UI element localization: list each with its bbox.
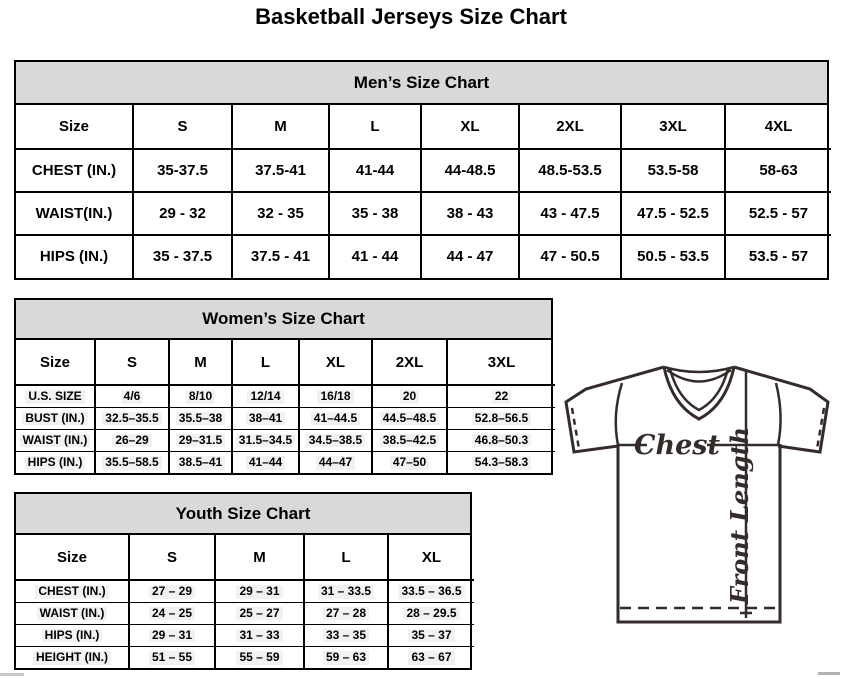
womens-cell bbox=[299, 451, 372, 473]
youth-cell-value: 29 – 31 bbox=[149, 629, 195, 643]
womens-cell-value: 38.5–41 bbox=[176, 456, 225, 470]
womens-cell-value: 35.5–58.5 bbox=[102, 456, 161, 470]
womens-header-cell: Size bbox=[16, 340, 95, 385]
womens-row-label bbox=[16, 451, 95, 473]
mens-cell bbox=[519, 235, 621, 278]
mens-cell-value: 32 - 35 bbox=[257, 204, 304, 222]
womens-cell bbox=[232, 451, 299, 473]
front-length-label: Front Length bbox=[725, 426, 754, 604]
womens-row-label-text: WAIST (IN.) bbox=[20, 434, 91, 448]
chest-label: Chest bbox=[634, 430, 720, 461]
womens-row-label-text: HIPS (IN.) bbox=[25, 456, 86, 470]
mens-cell-value: 47.5 - 52.5 bbox=[637, 204, 709, 222]
mens-cell bbox=[519, 192, 621, 235]
womens-cell bbox=[299, 429, 372, 451]
womens-cell bbox=[95, 429, 169, 451]
womens-cell bbox=[299, 385, 372, 407]
mens-cell bbox=[621, 192, 725, 235]
mens-cell bbox=[421, 235, 519, 278]
youth-cell bbox=[215, 602, 304, 624]
mens-cell-value: 35 - 37.5 bbox=[152, 248, 213, 266]
womens-row bbox=[16, 451, 555, 473]
womens-cell bbox=[372, 385, 447, 407]
womens-cell-value: 22 bbox=[492, 390, 511, 404]
youth-cell-value: 31 – 33 bbox=[236, 629, 282, 643]
womens-row bbox=[16, 429, 555, 451]
mens-cell-value: 44-48.5 bbox=[444, 161, 496, 179]
jersey-measurement-diagram bbox=[556, 357, 840, 627]
youth-cell-value: 63 – 67 bbox=[408, 651, 454, 665]
youth-cell-value: 51 – 55 bbox=[149, 651, 195, 665]
youth-header-cell: XL bbox=[388, 535, 474, 580]
mens-cell-value: 35-37.5 bbox=[157, 161, 208, 179]
womens-cell-value: 4/6 bbox=[121, 390, 144, 404]
womens-cell bbox=[447, 451, 555, 473]
mens-cell-value: 41 - 44 bbox=[351, 248, 399, 266]
womens-cell-value: 52.8–56.5 bbox=[472, 412, 531, 426]
mens-cell bbox=[133, 149, 232, 192]
womens-cell bbox=[95, 385, 169, 407]
mens-row-label-text: HIPS (IN.) bbox=[39, 248, 109, 266]
mens-row-label-text: CHEST (IN.) bbox=[31, 161, 117, 179]
youth-cell bbox=[388, 624, 474, 646]
mens-chart-title: Men’s Size Chart bbox=[16, 62, 827, 105]
womens-cell-value: 26–29 bbox=[112, 434, 151, 448]
youth-row-label-text: HIPS (IN.) bbox=[42, 629, 103, 643]
womens-row bbox=[16, 407, 555, 429]
womens-cell bbox=[232, 429, 299, 451]
youth-header-cell: M bbox=[215, 535, 304, 580]
youth-cell bbox=[304, 602, 388, 624]
youth-cell bbox=[129, 624, 215, 646]
youth-cell-value: 35 – 37 bbox=[408, 629, 454, 643]
youth-cell-value: 27 – 28 bbox=[323, 607, 369, 621]
womens-row-label bbox=[16, 429, 95, 451]
youth-cell-value: 28 – 29.5 bbox=[403, 607, 459, 621]
mens-cell bbox=[232, 235, 329, 278]
youth-cell bbox=[388, 646, 474, 668]
youth-cell-value: 24 – 25 bbox=[149, 607, 195, 621]
womens-cell bbox=[447, 407, 555, 429]
womens-size-chart bbox=[14, 298, 553, 475]
scrollbar-fragment-left bbox=[0, 673, 24, 676]
womens-cell-value: 34.5–38.5 bbox=[306, 434, 365, 448]
mens-header-cell: Size bbox=[16, 105, 133, 149]
womens-cell bbox=[169, 451, 232, 473]
youth-header-row bbox=[16, 535, 474, 580]
youth-row-label bbox=[16, 646, 129, 668]
mens-cell bbox=[232, 192, 329, 235]
youth-cell-value: 33 – 35 bbox=[323, 629, 369, 643]
womens-cell bbox=[447, 429, 555, 451]
womens-cell-value: 32.5–35.5 bbox=[102, 412, 161, 426]
youth-size-chart bbox=[14, 492, 472, 670]
womens-cell bbox=[232, 407, 299, 429]
youth-cell-value: 25 – 27 bbox=[236, 607, 282, 621]
womens-cell-value: 16/18 bbox=[317, 390, 353, 404]
mens-header-cell: L bbox=[329, 105, 421, 149]
womens-cell bbox=[169, 385, 232, 407]
mens-cell bbox=[519, 149, 621, 192]
mens-cell-value: 43 - 47.5 bbox=[540, 204, 600, 222]
youth-cell bbox=[304, 580, 388, 602]
mens-cell bbox=[133, 192, 232, 235]
youth-row bbox=[16, 602, 474, 624]
jersey-icon bbox=[556, 357, 840, 627]
womens-cell bbox=[372, 407, 447, 429]
womens-cell-value: 47–50 bbox=[390, 456, 429, 470]
womens-cell-value: 44–47 bbox=[316, 456, 355, 470]
youth-cell bbox=[215, 646, 304, 668]
womens-cell-value: 46.8–50.3 bbox=[472, 434, 531, 448]
mens-row-label bbox=[16, 235, 133, 278]
mens-row-label bbox=[16, 149, 133, 192]
womens-cell-value: 38.5–42.5 bbox=[380, 434, 439, 448]
youth-header-cell: L bbox=[304, 535, 388, 580]
youth-cell-value: 31 – 33.5 bbox=[318, 585, 374, 599]
mens-header-cell: M bbox=[232, 105, 329, 149]
womens-header-cell: L bbox=[232, 340, 299, 385]
womens-cell bbox=[232, 385, 299, 407]
womens-row-label bbox=[16, 385, 95, 407]
womens-row bbox=[16, 385, 555, 407]
womens-cell bbox=[372, 429, 447, 451]
mens-row bbox=[16, 192, 831, 235]
youth-cell-value: 55 – 59 bbox=[236, 651, 282, 665]
womens-cell-value: 41–44 bbox=[246, 456, 285, 470]
mens-header-cell: 3XL bbox=[621, 105, 725, 149]
youth-cell-value: 33.5 – 36.5 bbox=[398, 585, 464, 599]
mens-cell-value: 37.5 - 41 bbox=[250, 248, 311, 266]
youth-cell bbox=[129, 580, 215, 602]
mens-cell bbox=[621, 235, 725, 278]
mens-cell-value: 48.5-53.5 bbox=[538, 161, 602, 179]
womens-cell bbox=[299, 407, 372, 429]
youth-row-label-text: HEIGHT (IN.) bbox=[33, 651, 111, 665]
youth-cell bbox=[215, 624, 304, 646]
womens-cell-value: 41–44.5 bbox=[311, 412, 360, 426]
youth-cell-value: 59 – 63 bbox=[323, 651, 369, 665]
youth-cell bbox=[215, 580, 304, 602]
womens-header-cell: M bbox=[169, 340, 232, 385]
womens-cell-value: 8/10 bbox=[186, 390, 215, 404]
mens-cell-value: 37.5-41 bbox=[255, 161, 306, 179]
mens-header-cell: XL bbox=[421, 105, 519, 149]
youth-cell-value: 29 – 31 bbox=[236, 585, 282, 599]
womens-cell-value: 54.3–58.3 bbox=[472, 456, 531, 470]
youth-row-label-text: WAIST (IN.) bbox=[37, 607, 108, 621]
youth-header-cell: S bbox=[129, 535, 215, 580]
mens-cell-value: 53.5 - 57 bbox=[748, 248, 809, 266]
womens-row-label-text: U.S. SIZE bbox=[25, 390, 84, 404]
mens-cell bbox=[329, 192, 421, 235]
youth-cell bbox=[129, 646, 215, 668]
mens-cell bbox=[725, 235, 831, 278]
mens-table bbox=[16, 105, 831, 278]
womens-cell-value: 44.5–48.5 bbox=[380, 412, 439, 426]
youth-cell bbox=[388, 580, 474, 602]
mens-cell-value: 41-44 bbox=[355, 161, 395, 179]
mens-cell bbox=[621, 149, 725, 192]
youth-row-label bbox=[16, 602, 129, 624]
mens-row-label bbox=[16, 192, 133, 235]
mens-cell bbox=[329, 149, 421, 192]
scrollbar-fragment-right bbox=[818, 672, 840, 675]
womens-cell-value: 31.5–34.5 bbox=[236, 434, 295, 448]
youth-table bbox=[16, 535, 474, 668]
youth-row-label bbox=[16, 580, 129, 602]
mens-cell bbox=[232, 149, 329, 192]
womens-row-label bbox=[16, 407, 95, 429]
mens-cell bbox=[329, 235, 421, 278]
youth-cell bbox=[129, 602, 215, 624]
womens-cell-value: 29–31.5 bbox=[176, 434, 225, 448]
womens-cell bbox=[169, 429, 232, 451]
youth-header-cell: Size bbox=[16, 535, 129, 580]
womens-cell bbox=[447, 385, 555, 407]
mens-header-cell: 4XL bbox=[725, 105, 831, 149]
mens-cell-value: 44 - 47 bbox=[446, 248, 494, 266]
mens-row bbox=[16, 235, 831, 278]
womens-header-cell: S bbox=[95, 340, 169, 385]
page-title: Basketball Jerseys Size Chart bbox=[255, 4, 567, 29]
womens-cell bbox=[95, 451, 169, 473]
mens-header-row bbox=[16, 105, 831, 149]
womens-cell-value: 20 bbox=[400, 390, 419, 404]
womens-table bbox=[16, 340, 555, 473]
womens-header-cell: 2XL bbox=[372, 340, 447, 385]
womens-header-row bbox=[16, 340, 555, 385]
mens-row bbox=[16, 149, 831, 192]
mens-row-label-text: WAIST(IN.) bbox=[35, 204, 113, 222]
mens-cell-value: 58-63 bbox=[759, 161, 798, 179]
mens-cell bbox=[133, 235, 232, 278]
youth-row bbox=[16, 580, 474, 602]
womens-cell-value: 35.5–38 bbox=[176, 412, 225, 426]
youth-row-label bbox=[16, 624, 129, 646]
mens-cell-value: 29 - 32 bbox=[159, 204, 206, 222]
womens-cell bbox=[95, 407, 169, 429]
youth-cell-value: 27 – 29 bbox=[149, 585, 195, 599]
womens-header-cell: 3XL bbox=[447, 340, 555, 385]
mens-cell bbox=[421, 149, 519, 192]
mens-header-cell: S bbox=[133, 105, 232, 149]
mens-cell-value: 52.5 - 57 bbox=[748, 204, 809, 222]
mens-cell bbox=[421, 192, 519, 235]
youth-chart-title: Youth Size Chart bbox=[16, 494, 470, 535]
mens-cell-value: 53.5-58 bbox=[647, 161, 699, 179]
mens-header-cell: 2XL bbox=[519, 105, 621, 149]
youth-cell bbox=[304, 624, 388, 646]
youth-row bbox=[16, 624, 474, 646]
womens-cell-value: 12/14 bbox=[247, 390, 283, 404]
womens-row-label-text: BUST (IN.) bbox=[22, 412, 87, 426]
mens-cell-value: 38 - 43 bbox=[446, 204, 494, 222]
mens-cell-value: 35 - 38 bbox=[351, 204, 399, 222]
youth-row-label-text: CHEST (IN.) bbox=[35, 585, 108, 599]
womens-cell bbox=[169, 407, 232, 429]
womens-chart-title: Women’s Size Chart bbox=[16, 300, 551, 340]
mens-size-chart bbox=[14, 60, 829, 280]
mens-cell bbox=[725, 149, 831, 192]
womens-cell bbox=[372, 451, 447, 473]
youth-row bbox=[16, 646, 474, 668]
youth-cell bbox=[304, 646, 388, 668]
mens-cell-value: 50.5 - 53.5 bbox=[637, 248, 709, 266]
mens-cell-value: 47 - 50.5 bbox=[540, 248, 600, 266]
mens-cell bbox=[725, 192, 831, 235]
womens-cell-value: 38–41 bbox=[246, 412, 285, 426]
youth-cell bbox=[388, 602, 474, 624]
womens-header-cell: XL bbox=[299, 340, 372, 385]
